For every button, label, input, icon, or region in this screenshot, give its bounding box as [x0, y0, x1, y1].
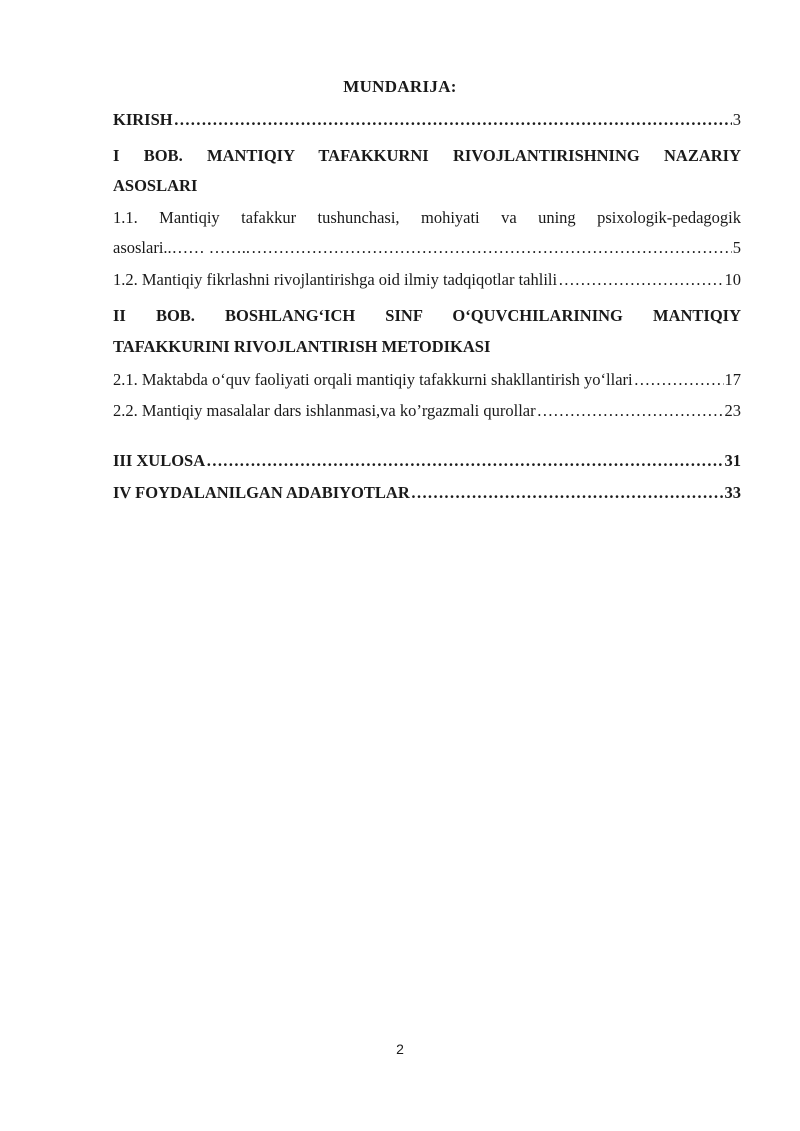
toc-entry-text: IV FOYDALANILGAN ADABIYOTLAR	[113, 483, 410, 502]
toc-entry-text: 2.1. Maktabda o‘quv faoliyati orqali mantiqiy tafakkurni shakllantirish yo‘llari	[113, 370, 633, 389]
toc-page-number: 10	[724, 270, 741, 289]
dot-leader	[537, 399, 724, 423]
toc-entry-text: 2.2. Mantiqiy masalalar dars ishlanmasi,va ko’rgazmali qurollar	[113, 401, 536, 420]
toc-page-number: 33	[724, 483, 741, 502]
dot-leader	[174, 108, 732, 132]
toc-page-number: 31	[724, 451, 741, 470]
dot-leader	[251, 236, 732, 260]
toc-page-number: 3	[732, 110, 741, 129]
dot-leader	[558, 268, 723, 292]
toc-section-2-2	[113, 399, 741, 423]
toc-chapter-1-line-1: I BOB. MANTIQIY TAFAKKURNI RIVOJLANTIRISHNING NAZARIY	[113, 146, 741, 165]
toc-section-1-1-line-2	[113, 236, 741, 260]
toc-entry-text: asoslari..…… ……..	[113, 238, 251, 257]
toc-chapter-2-line-1: II BOB. BOSHLANG‘ICH SINF O‘QUVCHILARINING MANTIQIY	[113, 306, 741, 325]
toc-chapter-1-line-2: ASOSLARI	[113, 176, 198, 195]
toc-entry-kirish	[113, 108, 741, 132]
toc-chapter-2-line-2: TAFAKKURINI RIVOJLANTIRISH METODIKASI	[113, 337, 491, 356]
toc-section-1-2	[113, 268, 741, 292]
toc-page-number: 17	[724, 370, 741, 389]
dot-leader	[411, 481, 724, 505]
page-title: MUNDARIJA:	[343, 77, 457, 96]
page-number: 2	[396, 1041, 404, 1057]
toc-entry-adabiyotlar	[113, 481, 741, 505]
dot-leader	[206, 449, 723, 473]
toc-entry-text: 1.2. Mantiqiy fikrlashni rivojlantirishga oid ilmiy tadqiqotlar tahlili	[113, 270, 558, 289]
dot-leader	[634, 368, 724, 392]
toc-section-2-1	[113, 368, 741, 392]
toc-page-number: 5	[732, 238, 741, 257]
toc-entry-xulosa	[113, 449, 741, 473]
toc-page-number: 23	[724, 401, 741, 420]
toc-entry-text: KIRISH	[113, 110, 173, 129]
toc-section-1-1-line-1: 1.1. Mantiqiy tafakkur tushunchasi, mohiyati va uning psixologik-pedagogik	[113, 208, 741, 227]
toc-entry-text: III XULOSA	[113, 451, 206, 470]
